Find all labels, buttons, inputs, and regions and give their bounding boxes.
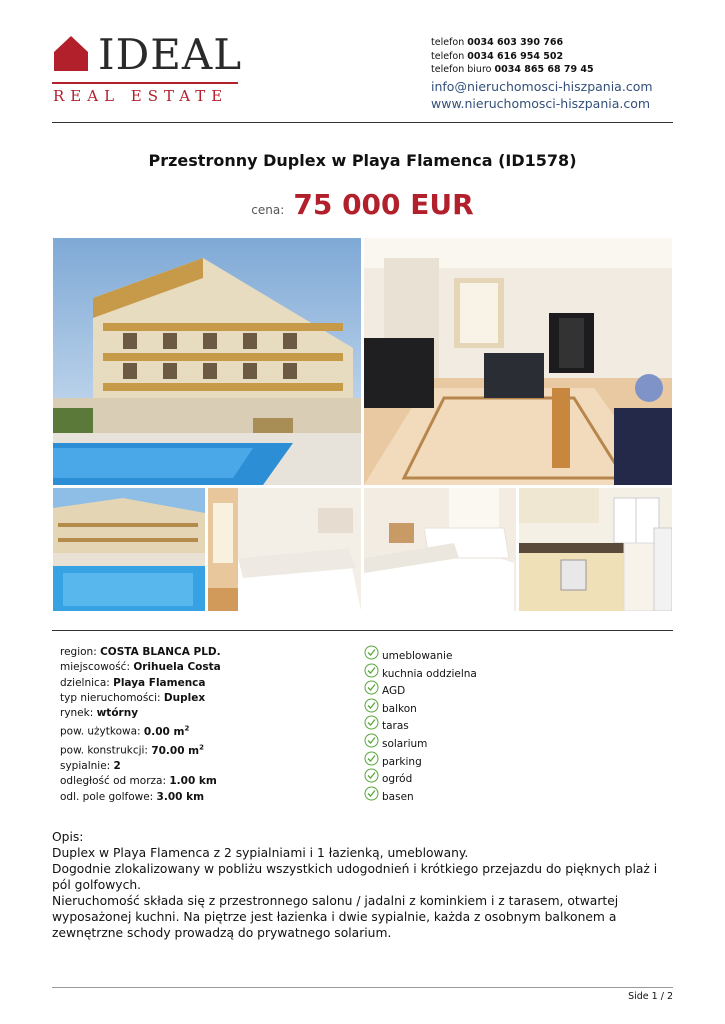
brand-name: IDEAL bbox=[98, 30, 243, 79]
check-circle-icon bbox=[364, 733, 379, 748]
contact-block bbox=[431, 36, 681, 112]
amenity-item bbox=[364, 663, 564, 681]
description-heading: Opis: bbox=[52, 830, 84, 844]
detail-sea-distance: odległość od morza: 1.00 km bbox=[60, 775, 217, 788]
brand-subtitle: REAL ESTATE bbox=[53, 87, 229, 105]
check-circle-icon bbox=[364, 698, 379, 713]
photo-bedroom-2 bbox=[364, 488, 516, 611]
price-label: cena: bbox=[251, 203, 285, 217]
email-link[interactable]: info@nieruchomosci-hiszpania.com bbox=[431, 78, 653, 94]
photo-pool bbox=[53, 488, 205, 611]
amenity-item bbox=[364, 733, 564, 751]
description-paragraph: Duplex w Playa Flamenca z 2 sypialniami i 1 łazienką, umeblowany. bbox=[52, 846, 469, 860]
amenity-label: umeblowanie bbox=[382, 650, 453, 662]
detail-town: miejscowość: Orihuela Costa bbox=[60, 661, 221, 674]
photo-living-room bbox=[364, 238, 672, 485]
check-circle-icon bbox=[364, 768, 379, 783]
amenity-item bbox=[364, 786, 564, 804]
detail-bedrooms: sypialnie: 2 bbox=[60, 760, 121, 773]
amenity-label: taras bbox=[382, 720, 409, 733]
check-circle-icon bbox=[364, 715, 379, 730]
photo-building-pool bbox=[53, 238, 361, 485]
detail-region: region: COSTA BLANCA PLD. bbox=[60, 646, 221, 658]
amenity-label: AGD bbox=[382, 685, 406, 698]
amenity-label: ogród bbox=[382, 773, 413, 786]
listing-title: Przestronny Duplex w Playa Flamenca (ID1578) bbox=[148, 151, 577, 170]
check-circle-icon bbox=[364, 751, 379, 766]
description-paragraph: Dogodnie zlokalizowany w pobliżu wszystkich udogodnień i krótkiego przejazdu do pięknych plaż i pól golfowych. bbox=[52, 862, 658, 892]
company-logo bbox=[52, 30, 252, 106]
property-details bbox=[60, 645, 350, 805]
amenity-label: balkon bbox=[382, 702, 417, 715]
amenity-label: basen bbox=[382, 790, 414, 803]
price bbox=[52, 188, 673, 221]
check-circle-icon bbox=[364, 645, 379, 660]
detail-usable-area: pow. użytkowa: 0.00 $m^2$ bbox=[60, 724, 190, 738]
photo-kitchen bbox=[519, 488, 672, 611]
phone-line: telefon 0034 616 954 502 bbox=[431, 50, 564, 62]
check-circle-icon bbox=[364, 663, 379, 678]
amenity-label: solarium bbox=[382, 737, 428, 750]
logo-divider bbox=[52, 82, 238, 84]
page-number: Side 1 / 2 bbox=[628, 991, 673, 1002]
detail-built-area: pow. konstrukcji: 70.00 $m^2$ bbox=[60, 743, 204, 757]
phone-line: telefon biuro 0034 865 68 79 45 bbox=[431, 64, 594, 75]
check-circle-icon bbox=[364, 786, 379, 801]
amenities-list bbox=[364, 645, 564, 803]
detail-district: dzielnica: Playa Flamenca bbox=[60, 676, 206, 689]
phone-line: telefon 0034 603 390 766 bbox=[431, 37, 564, 48]
amenity-item bbox=[364, 680, 564, 698]
amenity-label: parking bbox=[382, 755, 422, 768]
footer-divider bbox=[52, 987, 673, 988]
photos-divider bbox=[52, 630, 673, 631]
description bbox=[52, 829, 672, 941]
detail-market: rynek: wtórny bbox=[60, 707, 139, 720]
header-divider bbox=[52, 122, 673, 123]
amenity-item bbox=[364, 751, 564, 769]
detail-type: typ nieruchomości: Duplex bbox=[60, 691, 206, 704]
detail-golf-distance: odl. pole golfowe: 3.00 km bbox=[60, 790, 205, 803]
house-logo-icon bbox=[52, 34, 90, 72]
amenity-item bbox=[364, 698, 564, 716]
amenity-label: kuchnia oddzielna bbox=[382, 667, 477, 680]
price-value: 75 000 EUR bbox=[293, 188, 474, 221]
amenity-item bbox=[364, 715, 564, 733]
photo-bedroom-1 bbox=[208, 488, 361, 611]
amenity-item bbox=[364, 768, 564, 786]
amenity-item bbox=[364, 645, 564, 663]
website-link[interactable]: www.nieruchomosci-hiszpania.com bbox=[431, 95, 651, 111]
check-circle-icon bbox=[364, 680, 379, 695]
description-paragraph: Nieruchomość składa się z przestronnego salonu / jadalni z kominkiem i z tarasem, otwartej wyposażonej kuchni. Na piętrze jest łazienka i dwie sypialnie, każda z osobnym balkonem a zewnętrzne schody prowadzą do prywatnego solarium. bbox=[52, 894, 619, 940]
